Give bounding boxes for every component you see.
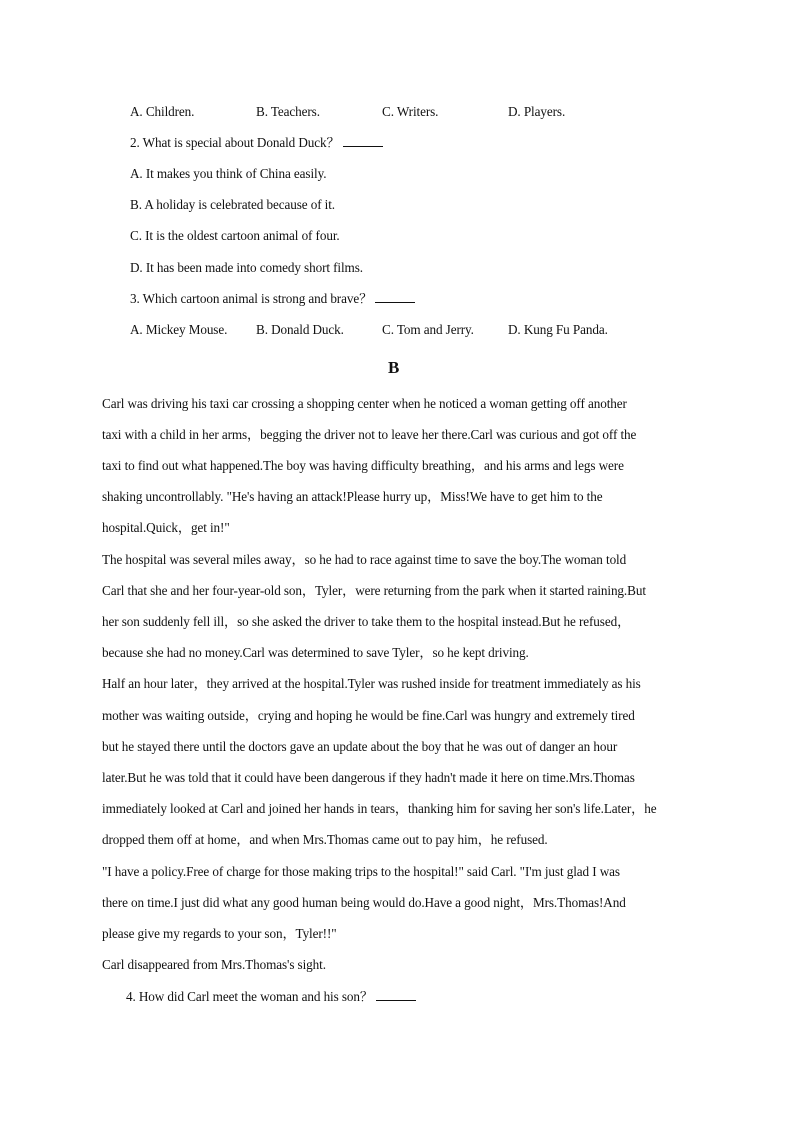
q1-option-c: C. Writers.: [382, 104, 439, 119]
q3-option-a: A. Mickey Mouse.: [130, 322, 228, 337]
q3-question: [130, 291, 415, 307]
passage-line: Carl that she and her four-year-old son，Tyler，were returning from the park when it started raining.But: [102, 583, 646, 598]
q2-option-a: A. It makes you think of China easily.: [130, 166, 327, 181]
passage-line: hospital.Quick，get in!": [102, 520, 230, 535]
q2-question: [130, 135, 383, 151]
q2-option-c: C. It is the oldest cartoon animal of four.: [130, 228, 340, 243]
q2-option-b: B. A holiday is celebrated because of it.: [130, 197, 336, 212]
q2-answer-blank[interactable]: [343, 136, 383, 147]
passage-line: Carl was driving his taxi car crossing a shopping center when he noticed a woman getting off another: [102, 396, 627, 411]
passage-line: please give my regards to your son，Tyler!!": [102, 926, 337, 941]
q3-option-b: B. Donald Duck.: [256, 322, 344, 337]
q3-option-d: D. Kung Fu Panda.: [508, 322, 608, 337]
passage-line: because she had no money.Carl was determined to save Tyler，so he kept driving.: [102, 645, 529, 660]
q1-option-d: D. Players.: [508, 104, 566, 119]
passage-line: mother was waiting outside，crying and hoping he would be fine.Carl was hungry and extremely tired: [102, 708, 635, 723]
passage-line: later.But he was told that it could have been dangerous if they hadn't made it here on time.Mrs.Thomas: [102, 770, 635, 785]
q3-answer-blank[interactable]: [375, 292, 415, 303]
passage-line: The hospital was several miles away，so he had to race against time to save the boy.The woman told: [102, 552, 627, 567]
passage-line: Half an hour later，they arrived at the hospital.Tyler was rushed inside for treatment immediately as his: [102, 676, 641, 691]
passage-line: immediately looked at Carl and joined her hands in tears，thanking him for saving her son's life.Later，he: [102, 801, 657, 816]
section-b-title: B: [388, 358, 400, 377]
passage-line: taxi to find out what happened.The boy was having difficulty breathing，and his arms and legs were: [102, 458, 624, 473]
q1-option-b: B. Teachers.: [256, 104, 320, 119]
q2-stem: 2. What is special about Donald Duck？: [130, 135, 340, 150]
q4-stem: 4. How did Carl meet the woman and his son？: [126, 989, 373, 1004]
passage-line: "I have a policy.Free of charge for those making trips to the hospital!" said Carl. "I'm just glad I was: [102, 864, 620, 879]
passage-line: Carl disappeared from Mrs.Thomas's sight.: [102, 957, 326, 972]
passage-line: shaking uncontrollably. "He's having an attack!Please hurry up，Miss!We have to get him to the: [102, 489, 603, 504]
passage-line: but he stayed there until the doctors gave an update about the boy that he was out of danger an hour: [102, 739, 618, 754]
q3-stem: 3. Which cartoon animal is strong and brave？: [130, 291, 373, 306]
passage-line: her son suddenly fell ill，so she asked the driver to take them to the hospital instead.But he refused，: [102, 614, 631, 629]
passage-line: there on time.I just did what any good human being would do.Have a good night，Mrs.Thomas!And: [102, 895, 626, 910]
q4-answer-blank[interactable]: [376, 990, 416, 1001]
q4-question: [126, 989, 416, 1005]
passage-line: dropped them off at home，and when Mrs.Thomas came out to pay him，he refused.: [102, 832, 548, 847]
q1-option-a: A. Children.: [130, 104, 195, 119]
q2-option-d: D. It has been made into comedy short films.: [130, 260, 363, 275]
passage-line: taxi with a child in her arms，begging the driver not to leave her there.Carl was curious and got off the: [102, 427, 637, 442]
q3-option-c: C. Tom and Jerry.: [382, 322, 474, 337]
